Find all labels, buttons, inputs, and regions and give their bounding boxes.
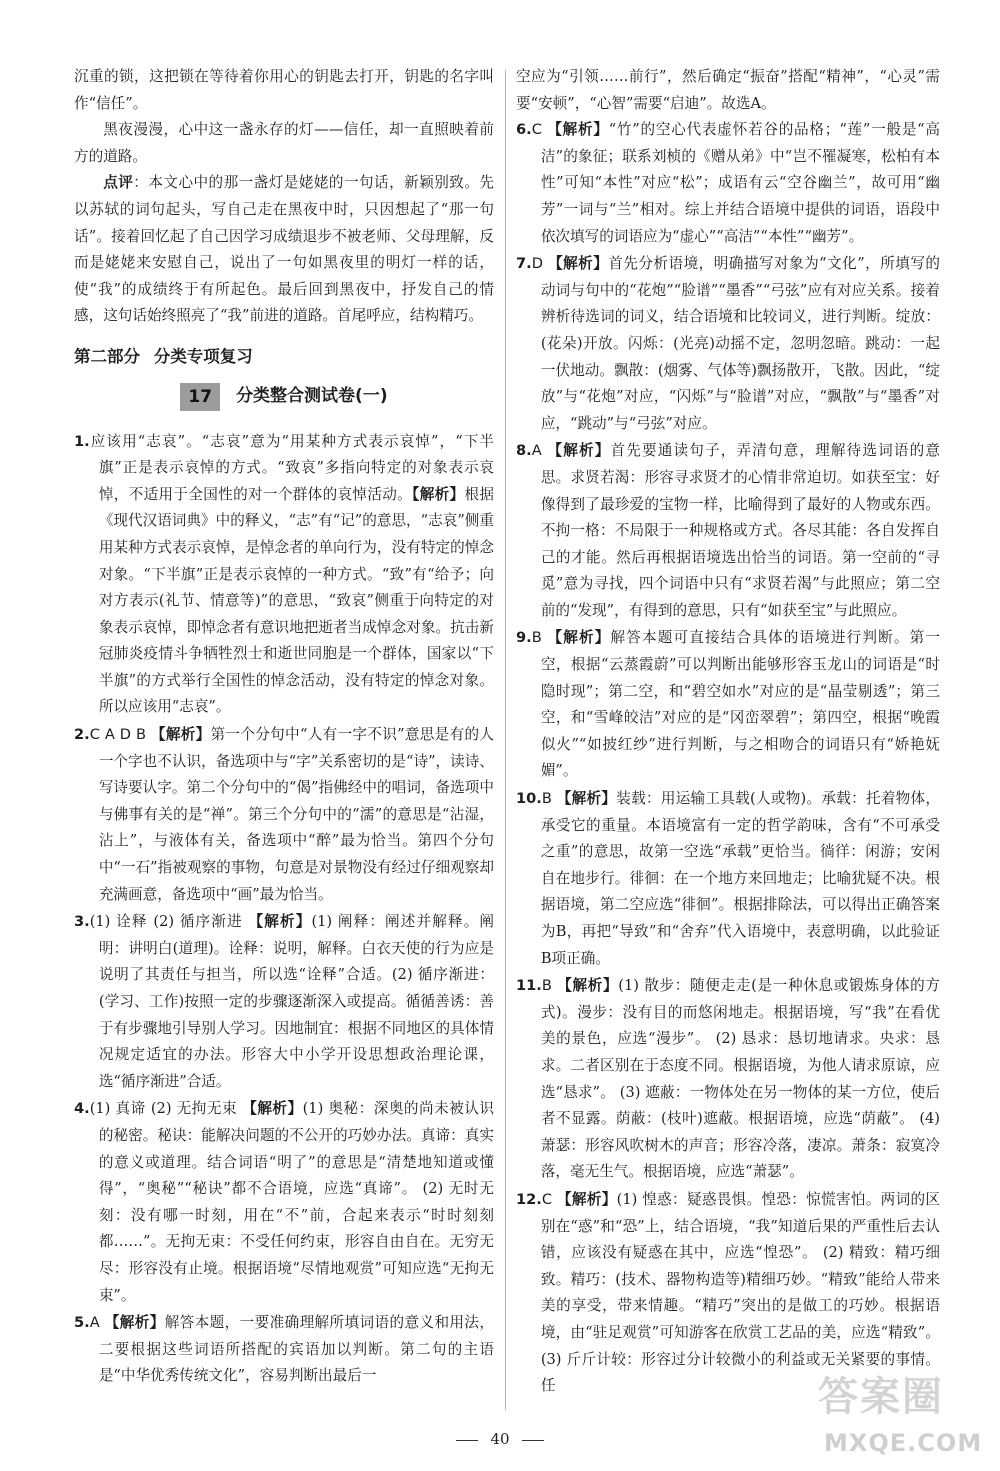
answer-item: [74, 909, 494, 1095]
essay-closing-paragraph: 沉重的锁，这把锁在等待着你用心的钥匙去打开，钥匙的名字叫作“信任”。: [74, 68, 494, 112]
analysis-label: 【解析】: [557, 1190, 617, 1208]
item-number: 12.: [516, 1190, 542, 1208]
continued-analysis: 空应为“引领……前行”，然后确定“振奋”搭配“精神”，“心灵”需要“安顿”，“心智”需要“启迪”。故选A。: [516, 68, 940, 112]
item-number: 4.: [74, 1100, 90, 1118]
analysis-label: 【解析】: [556, 790, 617, 808]
analysis-label: 【解析】: [412, 485, 465, 503]
answer-item: [74, 1310, 494, 1390]
item-number: 8.: [516, 442, 532, 460]
answer-item: [516, 973, 940, 1186]
item-answer: B: [541, 790, 552, 808]
item-number: 9.: [516, 629, 532, 647]
analysis-text: (1) 散步：随便走走(是一种休息或锻炼身体的方式)。漫步：没有目的而悠闲地走。根据语境，写“我”在看优美的景色，应选“漫步”。 (2) 恳求：恳切地请求。央求：恳求。二者区别在于态度不同。根据语境，为他人请求原谅，应选“恳求”。 (3) 遮蔽：一物体处在另一物体的某一方位，使后者不显露。荫蔽：(枝叶)遮蔽。根据语境，应选“荫蔽”。 (4) 萧瑟：形容风吹树木的声音；形容冷落，凄凉。萧条：寂寞冷落，毫无生气。根据语境，应选“萧瑟”。: [540, 977, 940, 1181]
analysis-label: 【解析】: [547, 121, 609, 139]
analysis-text: (1) 阐释：阐述并解释。阐明：讲明白(道理)。诠释：说明，解释。白衣天使的行为应是说明了其责任与担当，所以选“诠释”合适。(2) 循序渐进：(学习、工作)按照一定的步骤逐渐深入或提高。循循善诱：善于有步骤地引导别人学习。因地制宜：根据不同地区的具体情况规定适宜的办法。形容大中小学开设思想政治理论课，选“循序渐进”合适。: [98, 913, 495, 1090]
item-answer: (1) 真谛 (2) 无拘无束: [89, 1100, 238, 1118]
answer-item: [74, 429, 494, 722]
watermark-url: MXQE.COM: [824, 1429, 983, 1457]
item-answer: C: [541, 1190, 553, 1208]
analysis-label: 【解析】: [557, 977, 619, 995]
item-answer: 应该用“志哀”。“志哀”意为“用某种方式表示哀悼”，“下半旗”正是表示哀悼的方式。“致哀”多指向特定的对象表示哀悼，不适用于全国性的对一个群体的哀悼活动。: [89, 432, 494, 503]
essay-comment: [74, 170, 494, 330]
answer-item: [516, 117, 940, 250]
part-heading: 第二部分 分类专项复习: [74, 346, 253, 366]
answer-item: [516, 438, 940, 624]
item-number: 11.: [516, 977, 542, 995]
column-divider: [505, 70, 506, 1410]
answer-item: [74, 1096, 494, 1309]
analysis-text: 解答本题，一要准确理解所填词语的意义和用法，二要根据这些词语所搭配的宾语加以判断。第二句的主语是“中华优秀传统文化”，容易判断出最后一: [98, 1314, 494, 1385]
answer-item: [516, 786, 940, 972]
item-answer: B: [531, 629, 542, 647]
analysis-text: 第一个分句中“人有一字不识”意思是有的人一个字也不认识，备选项中与“字”关系密切的是“诗”，读诗、写诗要认字。第二个分句中的“偈”指佛经中的唱词，备选项中与佛事有关的是“禅”。第三个分句中的“濡”的意思是“沾湿，沾上”，与液体有关，备选项中“醉”最为恰当。第四个分句中“一石”指被观察的事物，句意是对景物没有经过仔细观察却充满画意，备选项中“画”最为恰当。: [98, 726, 494, 903]
left-column: [74, 64, 494, 1391]
right-column: [516, 64, 940, 1401]
answer-item: [74, 722, 494, 908]
essay-final-paragraph: 黑夜漫漫，心中这一盏永存的灯——信任，却一直照映着前方的道路。: [74, 121, 494, 165]
item-answer: A: [89, 1314, 100, 1332]
analysis-text: 装载：用运输工具载(人或物)。承载：托着物体，承受它的重量。本语境富有一定的哲学韵味，含有“不可承受之重”的意思，故第一空选“承载”更恰当。徜徉：闲游；安闲自在地步行。徘徊：在一个地方来回地走；比喻犹疑不决。根据语境，第二空应选“徘徊”。根据排除法，可以得出正确答案为B，再把“导致”和“舍弃”代入语境中，表意明确，以此验证B项正确。: [540, 790, 941, 967]
analysis-text: 解答本题可直接结合具体的语境进行判断。第一空，根据“云蒸霞蔚”可以判断出能够形容玉龙山的词语是“时隐时现”；第二空，和“碧空如水”对应的是“晶莹剔透”；第三空，和“雪峰皎洁”对应的是“冈峦翠碧”；第四空，根据“晚霞似火”“如披红纱”进行判断，与之相吻合的词语只有“娇艳妩媚”。: [540, 629, 940, 780]
analysis-label: 【解析】: [548, 255, 609, 273]
item-answer: A: [531, 442, 542, 460]
item-number: 10.: [516, 790, 542, 808]
answer-item: [516, 251, 940, 437]
unit-heading: [74, 383, 494, 411]
item-answer: C: [531, 121, 542, 139]
analysis-label: 【解析】: [547, 442, 611, 460]
item-answer: B: [541, 977, 552, 995]
analysis-text: 首先分析语境，明确描写对象为“文化”，所填写的动词与句中的“花炮”“脸谱”“墨香”“弓弦”应有对应关系。接着辨析待选词的词义，结合语境和比较词义，进行判断。绽放：(花朵)开放。闪烁：(光亮)动摇不定，忽明忽暗。跳动：一起一伏地动。飘散：(烟雾、气体等)飘扬散开，飞散。因此，“绽放”与“花炮”对应，“闪烁”与“脸谱”对应，“飘散”与“墨香”对应，“跳动”与“弓弦”对应。: [540, 255, 940, 432]
item-number: 5.: [74, 1314, 90, 1332]
footer-dash-right: [522, 1440, 544, 1441]
footer-dash-left: [456, 1440, 478, 1441]
analysis-text: “竹”的空心代表虚怀若谷的品格；“莲”一般是“高洁”的象征；联系刘桢的《赠从弟》中“岂不罹凝寒，松柏有本性”可知“本性”对应“松”；成语有云“空谷幽兰”，故可用“幽芳”一词与“兰”相对。综上并结合语境中提供的词语，语段中依次填写的词语应为“虚心”“高洁”“本性”“幽芳”。: [540, 121, 940, 245]
item-number: 2.: [74, 726, 90, 744]
item-answer: C A D B: [89, 726, 146, 744]
site-watermark: [790, 1365, 990, 1461]
unit-number-badge: 17: [180, 383, 220, 411]
analysis-text: 首先要通读句子，弄清句意，理解待选词语的意思。求贤若渴：形容寻求贤才的心情非常迫切。如获至宝：好像得到了最珍爱的宝物一样，比喻得到了最好的人物或东西。不拘一格：不局限于一种规格或方式。各尽其能：各自发挥自己的才能。然后再根据语境选出恰当的词语。第一空前的“寻觅”意为寻找，四个词语中只有“求贤若渴”与此照应；第二空前的“发现”，有得到的意思，只有“如获至宝”与此照应。: [540, 442, 940, 619]
analysis-text: (1) 惶惑：疑惑畏惧。惶恐：惊慌害怕。两词的区别在“惑”和“恐”上，结合语境，“我”知道后果的严重性后去认错，应该没有疑惑在其中，应选“惶恐”。 (2) 精致：精巧细致。精巧：(技术、器物构造等)精细巧妙。“精致”能给人带来美的享受，带来情趣。“精巧”突出的是做工的巧妙。根据语境，由“驻足观赏”可知游客在欣赏工艺品的美，应选“精致”。 (3) 斤斤计较：形容过分计较微小的利益或无关紧要的事情。任: [540, 1190, 940, 1395]
comment-text: ：本文心中的那一盏灯是姥姥的一句话，新颖别致。先以苏轼的词句起头，写自己走在黑夜中时，只因想起了“那一句话”。接着回忆起了自己因学习成绩退步不被老师、父母理解，反而是姥姥来安慰自己，说出了一句如黑夜里的明灯一样的话，使“我”的成绩终于有所起色。最后回到黑夜中，抒发自己的情感，这句话始终照亮了“我”前进的道路。首尾呼应，结构精巧。: [74, 174, 494, 325]
watermark-logo-text: 答案圈: [818, 1374, 944, 1420]
comment-label: 点评: [103, 174, 134, 192]
item-number: 6.: [516, 121, 532, 139]
item-answer: D: [531, 255, 543, 273]
analysis-text: (1) 奥秘：深奥的尚未被认识的秘密。秘诀：能解决问题的不公开的巧妙办法。真谛：真实的意义或道理。结合词语“明了”的意思是“清楚地知道或懂得”，“奥秘”“秘诀”都不合语境，应选“真谛”。 (2) 无时无刻：没有哪一时刻，用在“不”前，合起来表示“时时刻刻都……”。无拘无束：不受任何约束，形容自由自在。无穷无尽：形容没有止境。根据语境“尽情地观赏”可知应选“无拘无束”。: [98, 1100, 494, 1304]
analysis-text: 根据《现代汉语词典》中的释义，“志”有“记”的意思，“志哀”侧重用某种方式表示哀悼，是悼念者的单向行为，没有特定的悼念对象。“下半旗”正是表示哀悼的一种方式。“致”有“给予；向对方表示(礼节、情意等)”的意思，“致哀”侧重于向特定的对象表示哀悼，即悼念者有意识地把逝者当成悼念对象。抗击新冠肺炎疫情斗争牺牲烈士和逝世同胞是一个群体，国家以“下半旗”的方式举行全国性的悼念活动，没有特定的悼念对象。所以应该用“志哀”。: [98, 485, 494, 716]
item-number: 1.: [74, 432, 90, 450]
analysis-label: 【解析】: [248, 913, 312, 931]
analysis-label: 【解析】: [104, 1314, 165, 1332]
analysis-label: 【解析】: [150, 726, 211, 744]
analysis-label: 【解析】: [242, 1100, 303, 1118]
item-number: 7.: [516, 255, 532, 273]
item-number: 3.: [74, 913, 90, 931]
answer-item: [516, 625, 940, 785]
analysis-label: 【解析】: [547, 629, 611, 647]
item-answer: (1) 诠释 (2) 循序渐进: [89, 913, 243, 931]
unit-title: 分类整合测试卷(一): [236, 386, 388, 407]
page-number: 40: [490, 1430, 510, 1448]
